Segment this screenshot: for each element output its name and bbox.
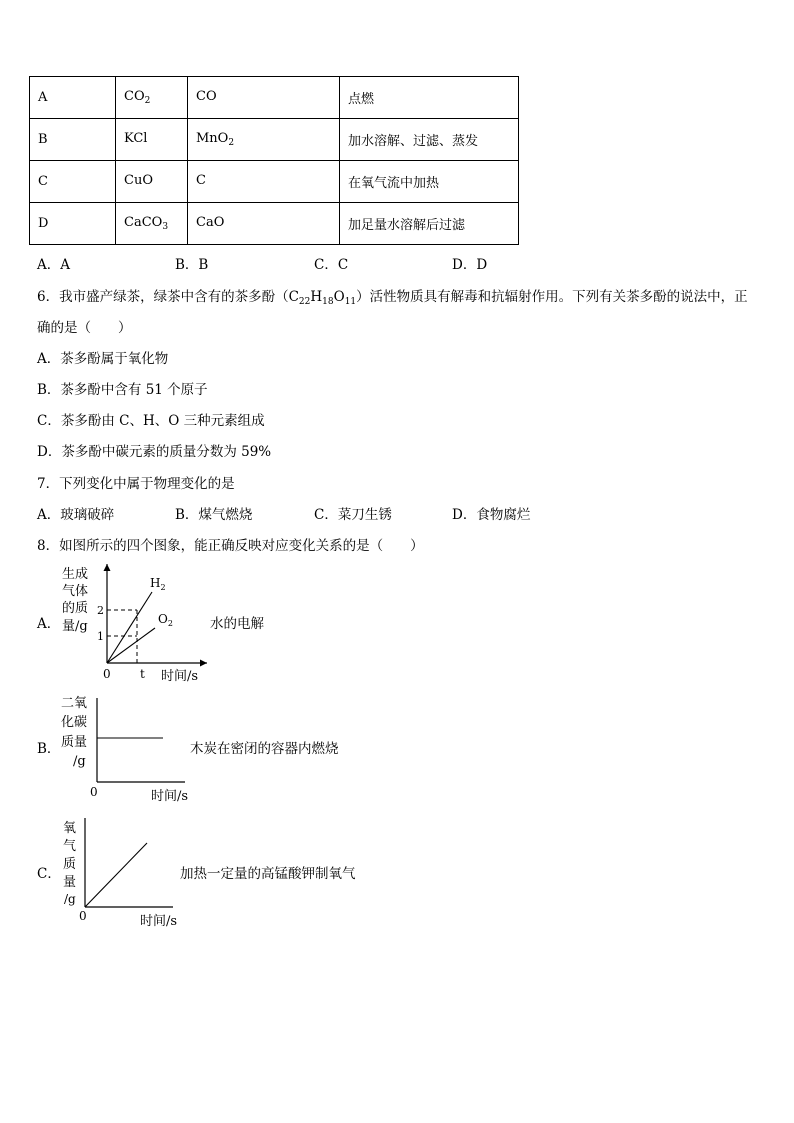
y-label-line3: 的质 <box>62 601 89 616</box>
y-label-line5: /g <box>64 892 76 906</box>
q6-option-d: D．茶多酚中碳元素的质量分数为 59% <box>37 444 272 460</box>
q7-option-a: A．玻璃破碎 <box>37 507 115 523</box>
y-label-line2: 气 <box>63 839 77 854</box>
y-label-line2: 化碳 <box>61 715 88 730</box>
row-label: D <box>30 203 116 245</box>
q7-option-c: C．菜刀生锈 <box>314 507 392 523</box>
q6-option-a: A．茶多酚属于氧化物 <box>37 351 169 367</box>
row-label: C <box>30 161 116 203</box>
q6-stem-line1: 6．我市盛产绿茶，绿茶中含有的茶多酚$(C_{22}H_{18}O_{11})$活性物质具有解毒和抗辐射作用。下列有关茶多酚的说法中，正 <box>37 289 748 307</box>
method-cell: 加足量水溶解后过滤 <box>340 203 519 245</box>
impurity-cell: CO <box>188 77 340 119</box>
impurity-cell: MnO$_2$ <box>188 119 340 161</box>
y-label-line1: 生成 <box>62 567 89 582</box>
q5-option-a: A．A <box>37 257 70 273</box>
method-cell: 加水溶解、过滤、蒸发 <box>340 119 519 161</box>
method-cell: 在氧气流中加热 <box>340 161 519 203</box>
q5-option-d: D．D <box>452 257 488 273</box>
graph-c-description: 加热一定量的高锰酸钾制氧气 <box>180 866 356 882</box>
h2-line <box>107 592 152 663</box>
row-label: B <box>30 119 116 161</box>
y-label-line3: 质 <box>63 857 77 872</box>
substance-cell: $CO_2$ <box>116 77 188 119</box>
h2-label: $H_2$ <box>150 576 166 592</box>
q8-option-b-label: B． <box>37 741 61 757</box>
row-label: A <box>30 77 116 119</box>
graph-a-description: 水的电解 <box>210 616 264 632</box>
y-tick-1: 1 <box>97 630 104 643</box>
impurity-cell: C <box>188 161 340 203</box>
graph-b-description: 木炭在密闭的容器内燃烧 <box>190 741 339 757</box>
x-label: 时间/s <box>140 914 178 929</box>
x-tick-t: t <box>140 667 145 681</box>
o2-rising-line <box>85 843 147 907</box>
q8-option-c-label: C． <box>37 866 61 882</box>
q7-stem: 7．下列变化中属于物理变化的是 <box>37 476 235 492</box>
q8-option-a-label: A． <box>37 616 61 632</box>
y-label-line2: 气体 <box>62 584 89 599</box>
y-label-line4: 量/g <box>62 619 88 634</box>
y-label-line1: 二氧 <box>61 696 88 711</box>
table-row <box>30 119 519 161</box>
origin-label: 0 <box>103 667 111 681</box>
x-label: 时间/s <box>161 669 199 684</box>
impurity-cell: CaO <box>188 203 340 245</box>
o2-line <box>107 628 155 663</box>
q5-option-c: C．C <box>314 257 349 273</box>
y-label-line1: 氧 <box>63 821 77 836</box>
x-label: 时间/s <box>151 789 189 804</box>
table-row <box>30 161 519 203</box>
table-row <box>30 77 519 119</box>
q7-option-b: B．煤气燃烧 <box>175 507 253 523</box>
o2-label: $O_2$ <box>158 612 173 628</box>
y-tick-2: 2 <box>97 604 104 617</box>
substance-cell: KCl <box>116 119 188 161</box>
method-cell: 点燃 <box>340 77 519 119</box>
substance-cell: CuO <box>116 161 188 203</box>
table-row <box>30 203 519 245</box>
q6-option-b: B．茶多酚中含有 51 个原子 <box>37 382 208 398</box>
origin-label: 0 <box>79 909 87 923</box>
q8-stem: 8．如图所示的四个图象，能正确反映对应变化关系的是（ ） <box>37 538 424 554</box>
graph-a-water-electrolysis <box>55 560 225 685</box>
q6-option-c: C．茶多酚由 C、H、O 三种元素组成 <box>37 413 265 429</box>
origin-label: 0 <box>90 785 98 799</box>
graph-b-carbon-combustion <box>55 690 205 805</box>
y-label-line4: /g <box>73 754 86 769</box>
y-label-line4: 量 <box>63 875 77 890</box>
options-table <box>29 76 519 245</box>
q7-option-d: D．食物腐烂 <box>452 507 531 523</box>
substance-cell: CaCO$_3$ <box>116 203 188 245</box>
q5-option-b: B．B <box>175 257 209 273</box>
y-label-line3: 质量 <box>61 735 88 750</box>
q6-stem-line2: 确的是（ ） <box>37 320 132 336</box>
